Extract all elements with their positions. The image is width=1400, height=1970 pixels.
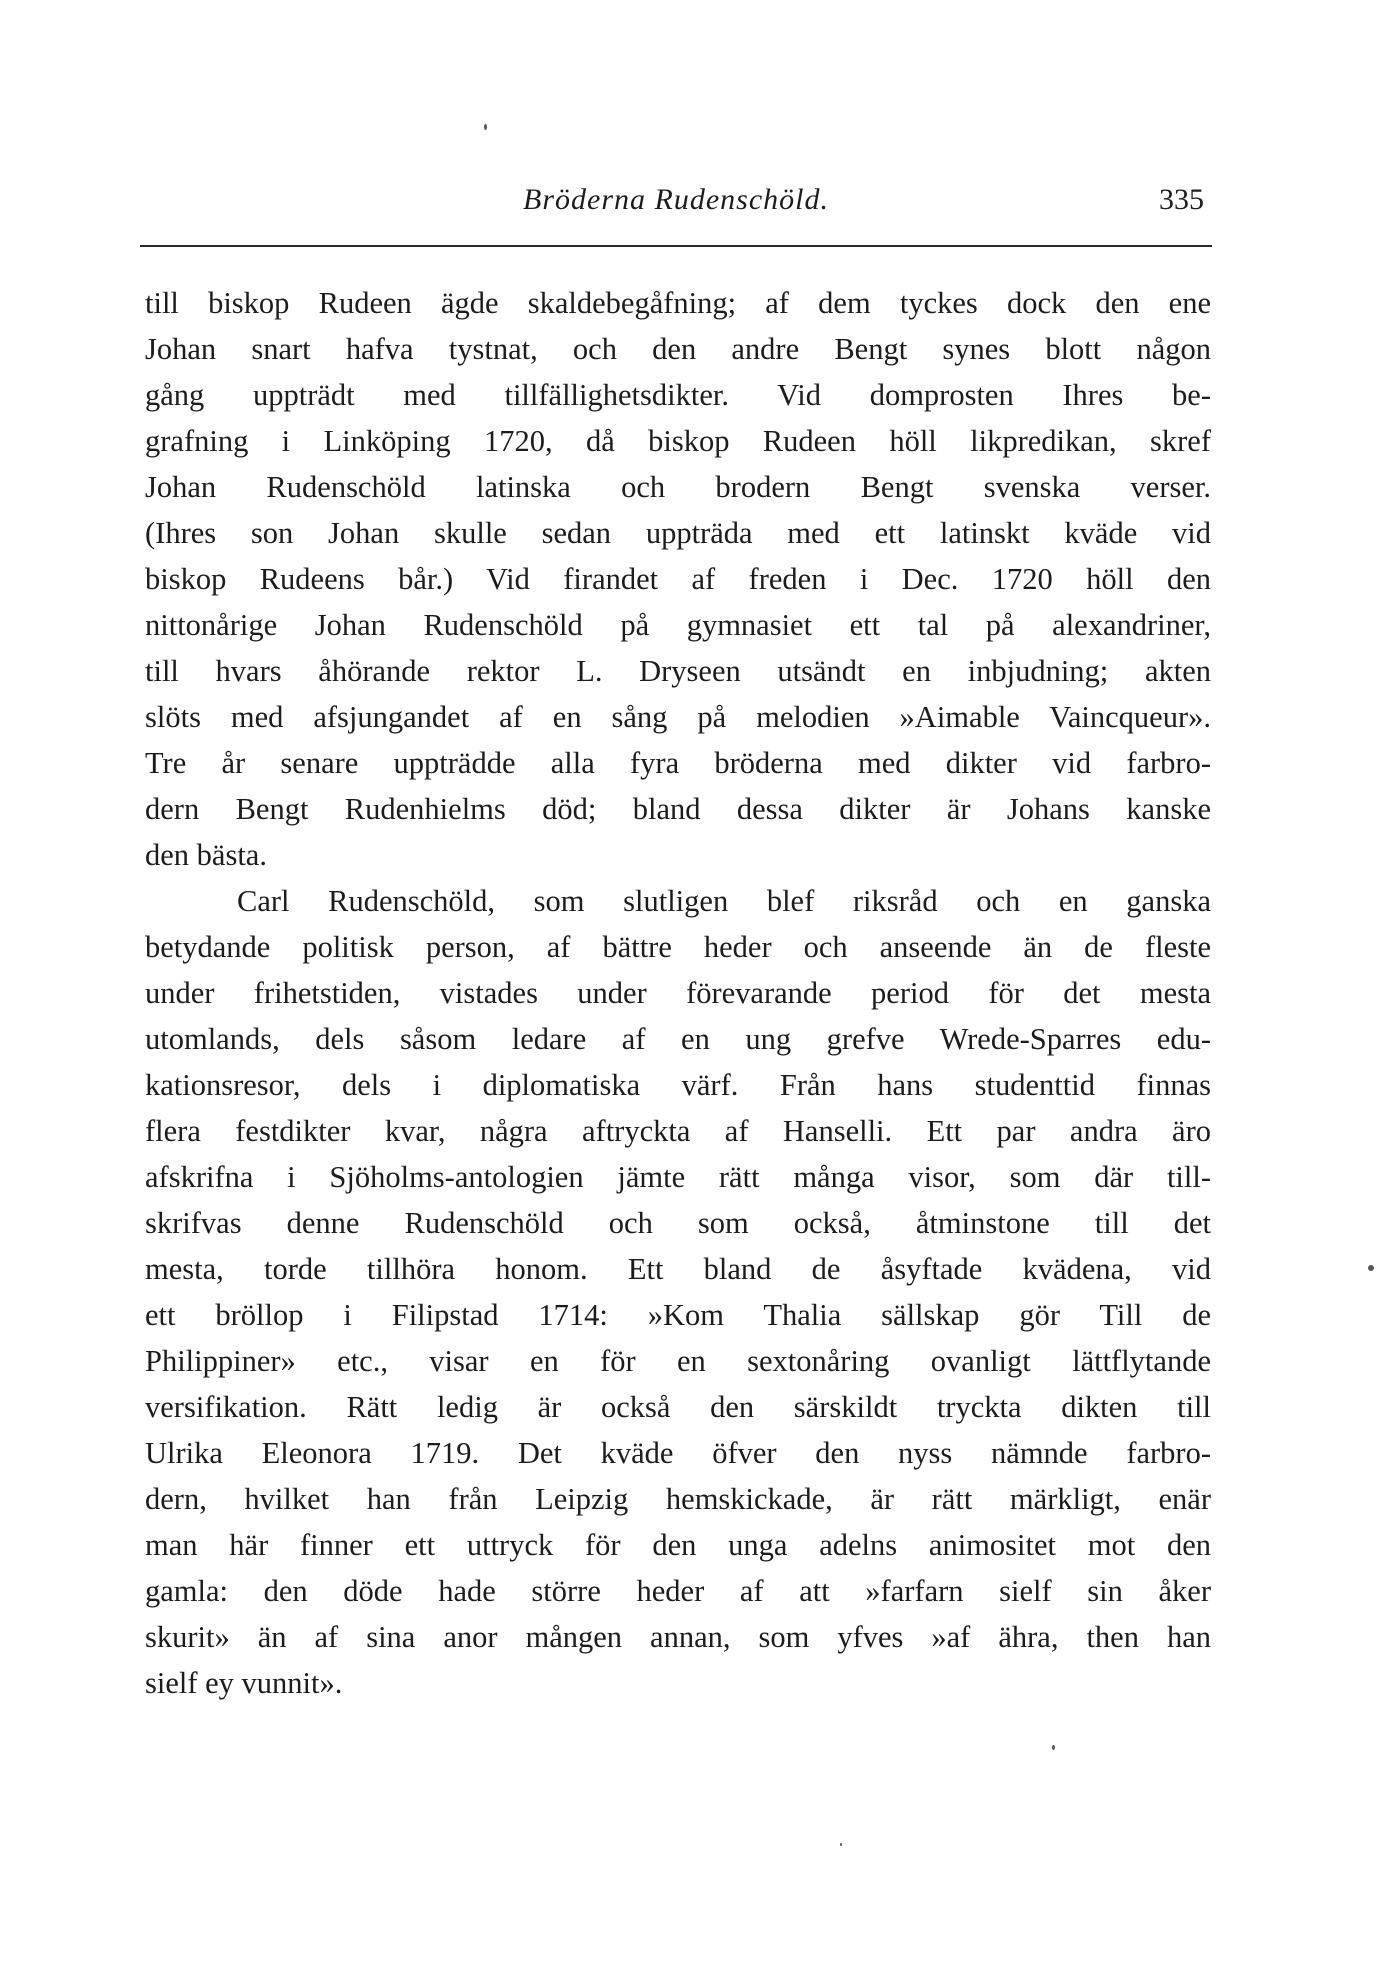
text-line: Philippiner» etc., visar en för en sextonåring ovanligt lättflytande	[145, 1344, 1211, 1378]
text-line: skurit» än af sina anor mången annan, som yfves »af ähra, then han	[145, 1620, 1211, 1654]
text-line: afskrifna i Sjöholms-antologien jämte rätt många visor, som där till-	[145, 1160, 1211, 1194]
text-line: mesta, torde tillhöra honom. Ett bland de åsyftade kvädena, vid	[145, 1252, 1211, 1286]
page-number: 335	[1159, 183, 1204, 216]
text-line: till hvars åhörande rektor L. Dryseen utsändt en inbjudning; akten	[145, 654, 1211, 688]
text-line: biskop Rudeens bår.) Vid firandet af freden i Dec. 1720 höll den	[145, 562, 1211, 596]
text-line: betydande politisk person, af bättre heder och anseende än de fleste	[145, 930, 1211, 964]
text-line: Johan snart hafva tystnat, och den andre Bengt synes blott någon	[145, 332, 1211, 366]
paragraph-end-line: sielf ey vunnit».	[145, 1666, 343, 1700]
running-title: Bröderna Rudenschöld.	[523, 183, 829, 216]
text-line: (Ihres son Johan skulle sedan uppträda med ett latinskt kväde vid	[145, 516, 1211, 550]
text-line: slöts med afsjungandet af en sång på melodien »Aimable Vaincqueur».	[145, 700, 1211, 734]
print-speck	[484, 124, 487, 130]
print-speck	[1052, 1745, 1055, 1750]
print-speck	[840, 1843, 842, 1846]
paragraph-start-line: Carl Rudenschöld, som slutligen blef riksråd och en ganska	[237, 884, 1211, 918]
text-line: utomlands, dels såsom ledare af en ung grefve Wrede-Sparres edu-	[145, 1022, 1211, 1056]
text-line: man här finner ett uttryck för den unga adelns animositet mot den	[145, 1528, 1211, 1562]
text-line: kationsresor, dels i diplomatiska värf. Från hans studenttid finnas	[145, 1068, 1211, 1102]
text-line: ett bröllop i Filipstad 1714: »Kom Thalia sällskap gör Till de	[145, 1298, 1211, 1332]
print-speck	[1368, 1265, 1374, 1271]
text-line: nittonårige Johan Rudenschöld på gymnasiet ett tal på alexandriner,	[145, 608, 1211, 642]
text-line: under frihetstiden, vistades under förevarande period för det mesta	[145, 976, 1211, 1010]
body-text	[145, 280, 1211, 1706]
text-line: Ulrika Eleonora 1719. Det kväde öfver den nyss nämnde farbro-	[145, 1436, 1211, 1470]
running-head	[140, 183, 1212, 233]
text-line: grafning i Linköping 1720, då biskop Rudeen höll likpredikan, skref	[145, 424, 1211, 458]
header-rule	[140, 245, 1212, 247]
text-line: till biskop Rudeen ägde skaldebegåfning; af dem tyckes dock den ene	[145, 286, 1211, 320]
text-line: Tre år senare uppträdde alla fyra bröderna med dikter vid farbro-	[145, 746, 1211, 780]
text-line: gång uppträdt med tillfällighetsdikter. Vid domprosten Ihres be-	[145, 378, 1211, 412]
text-line: skrifvas denne Rudenschöld och som också, åtminstone till det	[145, 1206, 1211, 1240]
text-line: versifikation. Rätt ledig är också den särskildt tryckta dikten till	[145, 1390, 1211, 1424]
text-line: flera festdikter kvar, några aftryckta af Hanselli. Ett par andra äro	[145, 1114, 1211, 1148]
paragraph-end-line: den bästa.	[145, 838, 267, 872]
text-line: dern Bengt Rudenhielms död; bland dessa dikter är Johans kanske	[145, 792, 1211, 826]
text-line: gamla: den döde hade större heder af att »farfarn sielf sin åker	[145, 1574, 1211, 1608]
text-line: dern, hvilket han från Leipzig hemskickade, är rätt märkligt, enär	[145, 1482, 1211, 1516]
text-line: Johan Rudenschöld latinska och brodern Bengt svenska verser.	[145, 470, 1211, 504]
